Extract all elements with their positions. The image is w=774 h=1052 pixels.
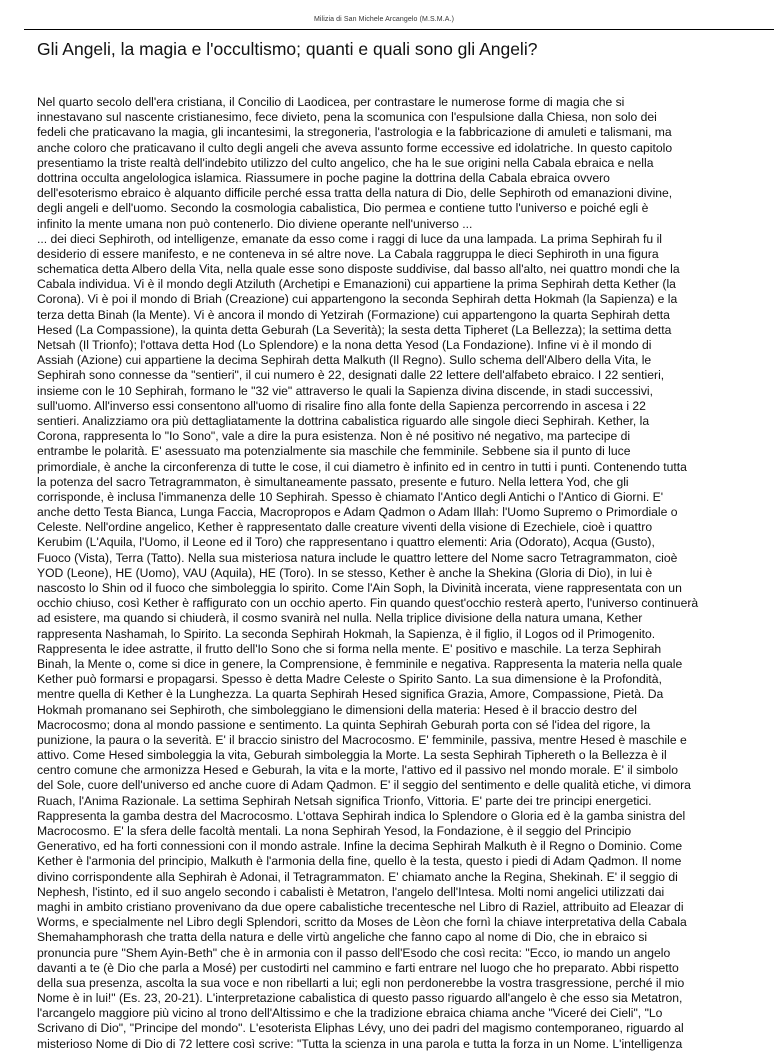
body-line: terza detta Binah (la Mente). Vi è ancora il mondo di Yetzirah (Formazione) cui appartengono la quarta Sephirah detta bbox=[37, 307, 670, 322]
body-line: Rappresenta le idee astratte, il frutto dell'Io Sono che si forma nella mente. E' positivo e maschile. La terza Sephirah bbox=[37, 641, 662, 656]
body-line: Nephesh, l'istinto, ed il suo angelo secondo i cabalisti è Metatron, l'angelo dell'Intesa. Molti nomi angelici utilizzati dai bbox=[37, 884, 665, 899]
body-line: Generativo, ed ha forti connessioni con il mondo astrale. Infine la decima Sephirah Malkuth è il Regno o Dominio. Come bbox=[37, 839, 683, 854]
body-line: Assiah (Azione) cui appartiene la decima Sephirah detta Malkuth (Il Regno). Sullo schema dell'Albero della Vita, le bbox=[37, 353, 652, 368]
body-line: sentieri. Analizziamo ora più dettagliatamente la dottrina cabalistica riguardo alle singole dieci Sephirah. Kether, la bbox=[37, 413, 650, 428]
body-line: del Sole, cuore dell'universo ed anche cuore di Adam Qadmon. E' il seggio del sentimento e delle qualità etiche, vi dimora bbox=[37, 778, 691, 793]
body-line: della sua presenza, ascolta la sua voce e non ribellarti a lui; egli non perdonerebbe la vostra trasgressione, perché il mio bbox=[37, 975, 685, 990]
body-line: Shemahamphorash che tratta della natura e delle virtù angeliche che fanno capo al nome di Dio, che in ebraico si bbox=[37, 930, 648, 945]
body-line: Kether è l'armonia del principio, Malkuth è l'armonia della fine, quello è la testa, questo i piedi di Adam Qadmon. Il nome bbox=[37, 854, 682, 869]
body-line: punizione, la paura o la severità. E' il braccio sinistro del Macrocosmo. E' femminile, passiva, mentre Hesed è maschile e bbox=[37, 732, 687, 747]
body-line: Hokmah promanano sei Sephiroth, che simboleggiano le dimensioni della materia: Hesed è il braccio destro del bbox=[37, 702, 637, 717]
body-line: Macrocosmo; dona al mondo passione e sentimento. La quinta Sephirah Geburah porta con sé l'idea del rigore, la bbox=[37, 717, 651, 732]
body-line: pronuncia pure "Shem Ayin-Beth" che è in armonia con il passo dell'Esodo che così recita: "Ecco, io mando un angelo bbox=[37, 945, 671, 960]
body-line: centro comune che armonizza Hesed e Geburah, la vita e la morte, l'attivo ed il passivo nel mondo morale. E' il simbolo bbox=[37, 763, 679, 778]
body-line: presentiamo la triste realtà dell'indebito utilizzo del culto angelico, che ha le sue origini nella Cabala ebraica e nella bbox=[37, 155, 654, 170]
body-line: attivo. Come Hesed simboleggia la vita, Geburah simboleggia la Morte. La sesta Sephirah Tiphereth o la Bellezza è il bbox=[37, 748, 667, 763]
body-line: desiderio di essere manifesto, e ne conteneva in sé altre nove. La Cabala raggruppa le dieci Sephiroth in una figura bbox=[37, 246, 659, 261]
body-line: misterioso Nome di Dio di 72 lettere così scrive: "Tutta la scienza in una parola e tutta la forza in un Nome. L'intelligenza bbox=[37, 1036, 683, 1051]
body-line: la potenza del sacro Tetragrammaton, è simultaneamente passato, presente e futuro. Nella lettera Yod, che gli bbox=[37, 474, 629, 489]
body-line: ... dei dieci Sephiroth, od intelligenze, emanate da esso come i raggi di luce da una lampada. La prima Sephirah fu il bbox=[37, 231, 662, 246]
body-line: Rappresenta la gamba destra del Macrocosmo. L'ottava Sephirah indica lo Splendore o Gloria ed è la gamba sinistra del bbox=[37, 808, 686, 823]
body-line: innestavano sul nascente cristianesimo, fece divieto, pena la scomunica con l'espulsione dalla Chiesa, non solo dei bbox=[37, 110, 657, 125]
body-line: degli angeli e dell'uomo. Secondo la cosmologia cabalistica, Dio permea e contiene tutto l'universo e poiché egli è bbox=[37, 201, 649, 216]
body-line: davanti a te (è Dio che parla a Mosé) per custodirti nel cammino e farti entrare nel luogo che ho preparato. Abbi rispetto bbox=[37, 960, 679, 975]
body-line: fedeli che praticavano la magia, gli incantesimi, la stregoneria, l'astrologia e la fabbricazione di amuleti e talismani, ma bbox=[37, 125, 672, 140]
body-line: Corona). Vi è poi il mondo di Briah (Creazione) cui appartengono la seconda Sephirah detta Hokmah (la Sapienza) e la bbox=[37, 292, 678, 307]
body-line: divino corrispondente alla Sephirah è Adonai, il Tetragrammaton. E' chiamato anche la Regina, Shekinah. E' il seggio di bbox=[37, 869, 678, 884]
body-line: YOD (Leone), HE (Uomo), VAU (Aquila), HE (Toro). In se stesso, Kether è anche la Shekina (Gloria di Dio), in lui è bbox=[37, 565, 653, 580]
body-line: Sephirah sono connesse da "sentieri", il cui numero è 22, designati dalle 22 lettere dell'alfabeto ebraico. I 22 sentieri, bbox=[37, 368, 665, 383]
body-line: anche detto Testa Bianca, Lunga Faccia, Macropropos e Adam Qadmon o Adam Illah: l'Uomo Supremo o Primordiale o bbox=[37, 505, 678, 520]
body-line: dottrina occulta angelologica islamica. Riassumere in poche pagine la dottrina della Cabala ebraica ovvero bbox=[37, 170, 610, 185]
body-line: entrambe le polarità. E' asessuato ma potenzialmente sia maschile che femminile. Sebbene sia il punto di luce bbox=[37, 444, 631, 459]
body-line: Kerubim (L'Aquila, l'Uomo, il Leone ed il Toro) che rappresentano i quattro elementi: Aria (Odorato), Acqua (Gusto), bbox=[37, 535, 655, 550]
body-line: Ruach, l'Anima Razionale. La settima Sephirah Netsah significa Trionfo, Vittoria. E' parte dei tre principi energetici. bbox=[37, 793, 652, 808]
body-line: Worms, e specialmente nel Libro degli Splendori, scritto da Moses de Lèon che fornì la chiave interpretativa della Cabala bbox=[37, 915, 687, 930]
body-line: Binah, la Mente o, come si dice in genere, la Comprensione, è femminile e negativa. Rappresenta la materia nella quale bbox=[37, 656, 683, 671]
body-line: nascosto lo Shin od il fuoco che simboleggia lo spirito. Come l'Ain Soph, la Divinità incerata, viene rappresentata con un bbox=[37, 581, 682, 595]
body-line: occhio chiuso, così Kether è raffigurato con un occhio aperto. Fin quando quest'occhio resterà aperto, l'universo continuerà bbox=[37, 596, 699, 611]
body-line: anche coloro che praticavano il culto degli angeli che aveva assunto forme eccessive ed idolatriche. In questo capitolo bbox=[37, 140, 673, 155]
body-line: infinito la mente umana non può contenerlo. Dio diviene operante nell'universo ... bbox=[37, 216, 473, 231]
body-line: l'arcangelo maggiore più vicino al trono dell'Altissimo e che la tradizione ebraica chiama anche "Viceré dei Cieli", "Lo bbox=[37, 1006, 663, 1021]
article-body bbox=[37, 95, 767, 1052]
body-line: schematica detta Albero della Vita, nella quale esse sono disposte suddivise, dal basso all'alto, nei quattro mondi che la bbox=[37, 262, 680, 277]
body-line: Macrocosmo. E' la sfera delle facoltà mentali. La nona Sephirah Yesod, la Fondazione, è il seggio del Principio bbox=[37, 824, 632, 838]
header-rule bbox=[24, 29, 774, 30]
body-line: Scrivano di Dio", "Principe del mondo". L'esoterista Eliphas Lévy, uno dei padri del magismo contemporaneo, riguardo al bbox=[37, 1021, 684, 1036]
body-line: corrisponde, è inclusa l'immanenza delle 10 Sephirah. Spesso è chiamato l'Antico degli Antichi o l'Antico di Giorni. E' bbox=[37, 489, 664, 504]
article-title: Gli Angeli, la magia e l'occultismo; quanti e quali sono gli Angeli? bbox=[37, 39, 538, 59]
body-line: mentre quella di Kether è la Lunghezza. La quarta Sephirah Hesed significa Grazia, Amore, Compassione, Pietà. Da bbox=[37, 687, 664, 702]
running-header: Milizia di San Michele Arcangelo (M.S.M.A.) bbox=[313, 16, 455, 23]
body-line: primordiale, è anche la circonferenza di tutte le cose, il cui diametro è infinito ed in centro in tutti i punti. Contenendo tutta bbox=[37, 459, 687, 474]
body-line: rappresenta Nashamah, lo Spirito. La seconda Sephirah Hokmah, la Sapienza, è il figlio, il Logos od il Primogenito. bbox=[37, 626, 656, 641]
body-line: Fuoco (Vista), Terra (Tatto). Nella sua misteriosa natura include le quattro lettere del Nome sacro Tetragrammaton, cioè bbox=[37, 550, 678, 565]
body-line: maghi in ambito cristiano provenivano da due opere cabalistiche trecentesche nel Libro di Raziel, attribuito ad Eleazar di bbox=[37, 899, 684, 914]
body-line: Celeste. Nell'ordine angelico, Kether è rappresentato dalle creature viventi della visione di Ezechiele, cioè i quattro bbox=[37, 520, 653, 535]
body-line: Kether può formarsi e propagarsi. Spesso è detta Madre Celeste o Spirito Santo. La sua dimensione è la Profondità, bbox=[37, 672, 662, 687]
body-line: sull'uomo. All'inverso essi consentono all'uomo di risalire fino alla fonte della Sapienza percorrendo in ascesa i 22 bbox=[37, 398, 646, 413]
body-line: insieme con le 10 Sephirah, formano le "32 vie" attraverso le quali la Sapienza divina discende, in stadi successivi, bbox=[37, 383, 654, 398]
body-line: Corona, rappresenta lo "Io Sono", vale a dire la pura esistenza. Non è né positivo né negativo, ma partecipe di bbox=[37, 429, 631, 444]
body-line: Netsah (Il Trionfo); l'ottava detta Hod (Lo Splendore) e la nona detta Yesod (La Fondazione). Infine vi è il mondo di bbox=[37, 338, 652, 352]
body-line: Nel quarto secolo dell'era cristiana, il Concilio di Laodicea, per contrastare le numerose forme di magia che si bbox=[37, 95, 625, 109]
body-line: ad esistere, ma quando si chiuderà, il cosmo svanirà nel nulla. Nella triplice divisione della natura umana, Kether bbox=[37, 611, 643, 626]
body-line: Hesed (La Compassione), la quinta detta Geburah (La Severità); la sesta detta Tipheret (La Bellezza); la settima detta bbox=[37, 322, 672, 337]
body-line: Nome è in lui!" (Es. 23, 20-21). L'interpretazione cabalistica di questo passo riguardo all'angelo è che esso sia Metatron, bbox=[37, 991, 683, 1006]
body-line: dell'esoterismo ebraico è alquanto difficile perché essa tratta della natura di Dio, delle Sephiroth od emanazioni divine, bbox=[37, 186, 673, 201]
body-line: Cabala individua. Vi è il mondo degli Atziluth (Archetipi e Emanazioni) cui appartiene la prima Sephirah detta Kether (la bbox=[37, 277, 676, 292]
